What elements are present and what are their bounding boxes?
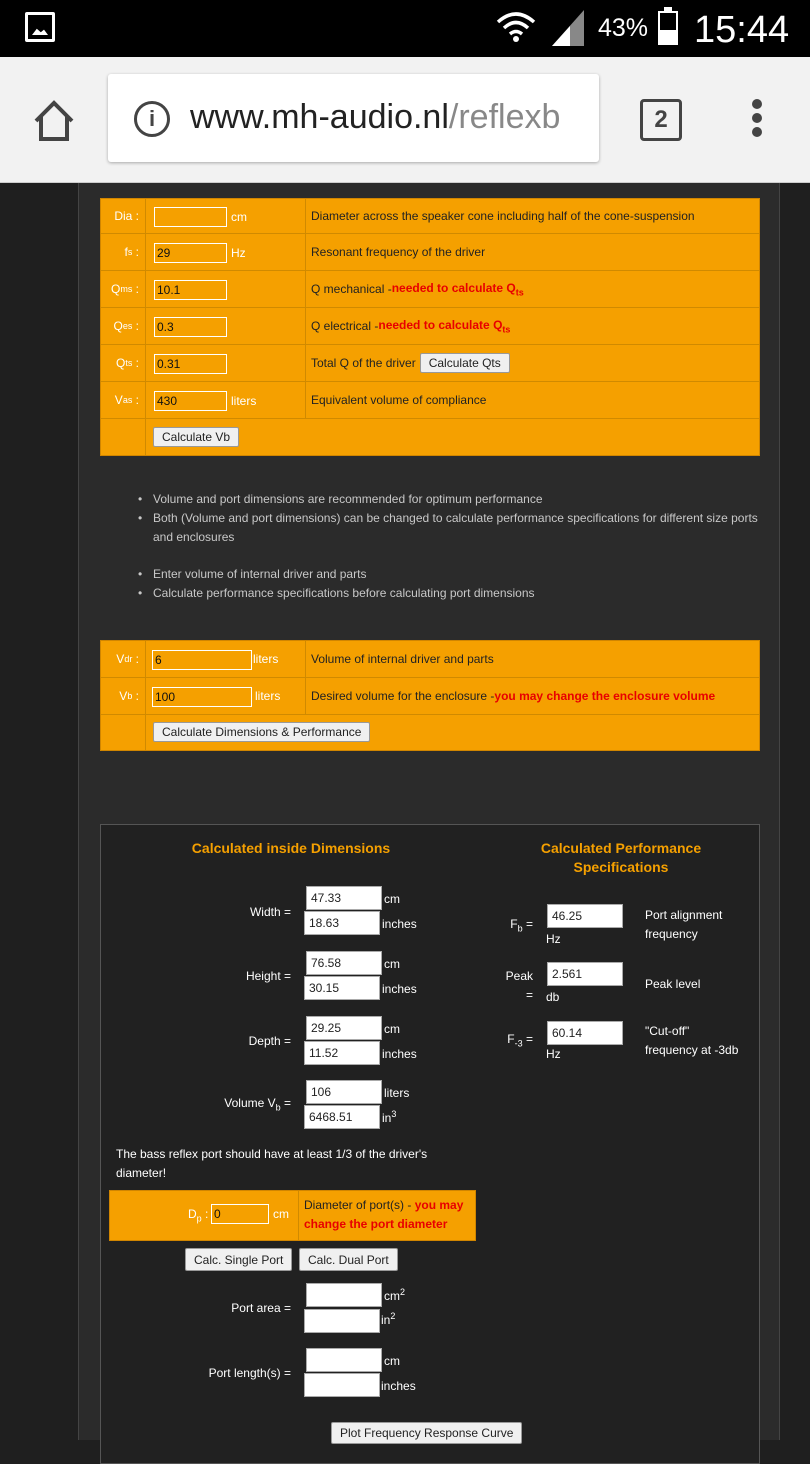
calculate-vb-button[interactable]: Calculate Vb	[153, 427, 239, 447]
note-item: • Both (Volume and port dimensions) can be changed to calculate performance specifications for different size ports and enclosures	[138, 509, 758, 547]
calc-dimensions-row	[101, 715, 759, 750]
note-item: • Volume and port dimensions are recommended for optimum performance	[138, 490, 758, 509]
unit-in2: $in^2$	[381, 1311, 396, 1327]
note-item: • Enter volume of internal driver and parts	[138, 565, 758, 584]
vdr-row	[101, 641, 759, 678]
f3-label: $F_{-3}$ =	[507, 1032, 533, 1049]
vb-description: Desired volume for the enclosure - you may change the enclosure volume	[305, 678, 715, 714]
port-area-in2-output[interactable]	[304, 1309, 380, 1333]
vb-input[interactable]: 100	[152, 687, 252, 707]
calc-dual-port-button[interactable]: Calc. Dual Port	[299, 1248, 398, 1271]
fb-label: $F_b$ =	[510, 917, 533, 934]
port-area-label: Port area =	[231, 1301, 291, 1315]
width-inches-output[interactable]: 18.63	[304, 911, 380, 935]
f3-description: "Cut-off" frequency at -3db	[645, 1024, 739, 1057]
param-input[interactable]: 29	[154, 243, 227, 263]
param-description: Q mechanical - needed to calculate $Q_{ts}$	[305, 271, 524, 307]
depth-cm-output[interactable]: 29.25	[306, 1016, 382, 1040]
unit-liters: liters	[384, 1086, 410, 1100]
height-cm-output[interactable]: 76.58	[306, 951, 382, 975]
port-note: The bass reflex port should have at least 1/3 of the driver's diameter!	[116, 1147, 428, 1180]
param-label: Dia :	[101, 199, 146, 233]
volume-in3-output[interactable]: 6468.51	[304, 1105, 380, 1129]
unit-cm: cm	[384, 1354, 400, 1368]
url-domain: www.mh-audio.nl	[190, 98, 449, 136]
vb-row	[101, 678, 759, 715]
volume-liters-output[interactable]: 106	[306, 1080, 382, 1104]
height-inches-output[interactable]: 30.15	[304, 976, 380, 1000]
peak-label: Peak =	[505, 969, 533, 1002]
url-text[interactable]	[190, 98, 560, 137]
port-diameter-box	[109, 1190, 476, 1241]
calc-vb-row	[101, 419, 759, 455]
param-description: Q electrical - needed to calculate $Q_{ts}$	[305, 308, 510, 344]
overflow-menu-icon[interactable]	[752, 99, 764, 139]
battery-icon	[658, 11, 678, 45]
unit-inches: inches	[382, 1047, 417, 1061]
depth-inches-output[interactable]: 11.52	[304, 1041, 380, 1065]
unit-cm: cm	[384, 1022, 400, 1036]
height-label: Height =	[245, 969, 291, 983]
param-input[interactable]: 0.31	[154, 354, 227, 374]
plot-frequency-response-button[interactable]: Plot Frequency Response Curve	[331, 1422, 522, 1444]
param-input[interactable]: 0.3	[154, 317, 227, 337]
unit-inches: inches	[382, 917, 417, 931]
wifi-icon	[496, 8, 536, 48]
vdr-description: Volume of internal driver and parts	[305, 641, 494, 677]
driver-row	[101, 382, 759, 419]
param-unit: cm	[231, 209, 247, 224]
driver-row	[101, 234, 759, 271]
notes-list-2	[138, 565, 758, 603]
dimensions-heading: Calculated inside Dimensions	[191, 840, 391, 856]
width-label: Width =	[249, 905, 291, 919]
url-path: /reflexb	[448, 98, 561, 136]
gallery-notification-icon	[25, 12, 55, 42]
home-icon[interactable]	[30, 97, 78, 145]
info-icon[interactable]: i	[134, 101, 170, 137]
performance-heading: Calculated Performance Specifications	[540, 840, 702, 875]
width-cm-output[interactable]: 47.33	[306, 886, 382, 910]
vdr-input[interactable]: 6	[152, 650, 252, 670]
param-label: Q ms :	[101, 271, 146, 307]
param-description: Resonant frequency of the driver	[305, 234, 485, 270]
param-label: Q ts :	[101, 345, 146, 381]
param-description: Diameter across the speaker cone including half of the cone-suspension	[305, 199, 695, 233]
param-description: Equivalent volume of compliance	[305, 382, 486, 418]
dp-label: $D_p$ :	[188, 1207, 209, 1224]
driver-parameters-table	[100, 198, 760, 456]
param-unit: Hz	[231, 245, 246, 260]
port-length-label: Port length(s) =	[208, 1366, 291, 1380]
volume-table	[100, 640, 760, 751]
driver-row	[101, 345, 759, 382]
unit-cm: cm	[384, 957, 400, 971]
address-bar[interactable]	[108, 74, 599, 162]
port-length-inches-output[interactable]	[304, 1373, 380, 1397]
vdr-unit: liters	[253, 652, 279, 666]
param-unit: liters	[231, 393, 257, 408]
param-label: V as :	[101, 382, 146, 418]
driver-row	[101, 308, 759, 345]
dp-description: Diameter of port(s) - you may change the port diameter	[298, 1191, 463, 1240]
param-label: Q es :	[101, 308, 146, 344]
driver-row	[101, 199, 759, 234]
battery-percent: 43%	[598, 14, 649, 42]
unit-cm: cm	[384, 892, 400, 906]
driver-row	[101, 271, 759, 308]
tab-switcher-button[interactable]: 2	[640, 99, 682, 141]
peak-output[interactable]: 2.561	[547, 962, 623, 986]
fb-description: Port alignment frequency	[645, 908, 723, 941]
port-area-cm2-output[interactable]	[306, 1283, 382, 1307]
status-bar	[0, 0, 810, 57]
signal-icon	[550, 8, 586, 48]
calculate-dimensions-button[interactable]: Calculate Dimensions & Performance	[153, 722, 370, 742]
dp-input[interactable]: 0	[211, 1204, 269, 1224]
notes-list-1	[138, 490, 758, 547]
depth-label: Depth =	[248, 1034, 291, 1048]
results-panel	[100, 824, 760, 1464]
note-item: • Calculate performance specifications before calculating port dimensions	[138, 584, 758, 603]
param-input[interactable]: 430	[154, 391, 227, 411]
clock: 15:44	[694, 9, 790, 51]
peak-unit: db	[546, 990, 560, 1004]
param-input[interactable]: 10.1	[154, 280, 227, 300]
battery-fill	[660, 30, 676, 43]
vb-label: V b :	[101, 678, 146, 714]
param-label: f s :	[101, 234, 146, 270]
dp-unit: cm	[273, 1207, 289, 1221]
f3-output[interactable]: 60.14	[547, 1021, 623, 1045]
calculate-qts-button[interactable]: Calculate Qts	[420, 353, 510, 373]
fb-unit: Hz	[546, 932, 561, 946]
unit-inches: inches	[382, 982, 417, 996]
port-length-cm-output[interactable]	[306, 1348, 382, 1372]
browser-toolbar	[0, 57, 810, 183]
peak-description: Peak level	[645, 977, 701, 991]
f3-unit: Hz	[546, 1047, 561, 1061]
calc-single-port-button[interactable]: Calc. Single Port	[185, 1248, 292, 1271]
unit-inches: inches	[381, 1379, 416, 1393]
fb-output[interactable]: 46.25	[547, 904, 623, 928]
param-input[interactable]	[154, 207, 227, 227]
volume-label: Volume $V_b$ =	[224, 1096, 291, 1113]
vb-unit: liters	[255, 689, 281, 703]
vdr-label: V dr :	[101, 641, 146, 677]
unit-in3: $in^3$	[382, 1109, 397, 1125]
unit-cm2: $cm^2$	[384, 1287, 406, 1303]
param-description: Total Q of the driver Calculate Qts	[305, 345, 510, 381]
